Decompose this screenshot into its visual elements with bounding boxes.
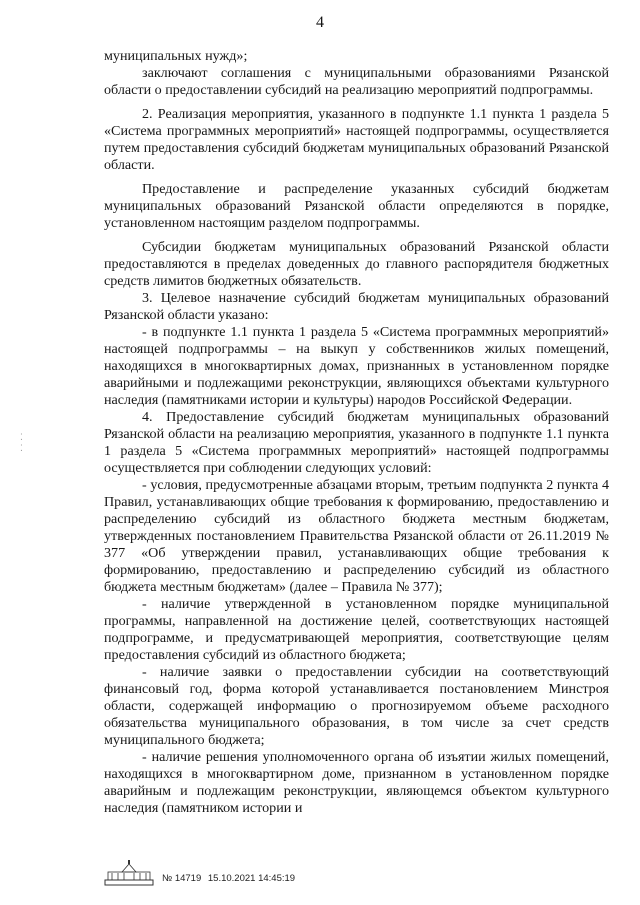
- building-emblem-icon: [104, 858, 154, 886]
- page-number: 4: [316, 14, 324, 31]
- paragraph: 4. Предоставление субсидий бюджетам муниципальных образований Рязанской области на реализацию мероприятия, указанного в подпункте 1.1 пункта 1 раздела 5 «Система программных мероприятий» настоящей подпрограммы осуществляется при соблюдении следующих условий:: [104, 409, 609, 476]
- paragraph: 2. Реализация мероприятия, указанного в подпункте 1.1 пункта 1 раздела 5 «Система программных мероприятий» настоящей подпрограммы, осуществляется путем предоставления субсидий бюджетам муниципальных образований Рязанской области.: [104, 106, 609, 173]
- paragraph: Субсидии бюджетам муниципальных образований Рязанской области предоставляются в пределах доведенных до главного распорядителя бюджетных средств лимитов бюджетных обязательств.: [104, 239, 609, 289]
- paragraph: - наличие заявки о предоставлении субсидии на соответствующий финансовый год, форма которой устанавливается постановлением Минстроя области, содержащей информацию о прогнозируемом объеме расходного обязательства муниципального образования, в том числе за счет средств муниципального бюджета;: [104, 664, 609, 748]
- paragraph: муниципальных нужд»;: [104, 48, 248, 64]
- paragraph: - наличие решения уполномоченного органа об изъятии жилых помещений, находящихся в многоквартирном доме, признанном в установленном порядке аварийным и подлежащим реконструкции, являющемся объектом культурного наследия (памятником истории и: [104, 749, 609, 816]
- paragraph: 3. Целевое назначение субсидий бюджетам муниципальных образований Рязанской области указано:: [104, 290, 609, 323]
- document-body: [104, 48, 609, 817]
- stamp-datetime: 15.10.2021 14:45:19: [207, 873, 296, 884]
- stamp-number: № 14719: [162, 873, 202, 884]
- paragraph: - в подпункте 1.1 пункта 1 раздела 5 «Система программных мероприятий» настоящей подпрограммы – на выкуп у собственников жилых помещений, находящихся в многоквартирных домах, признанных в установленном порядке аварийными и подлежащими реконструкции, являющихся объектами культурного наследия (памятниками истории и культуры) народов Российской Федерации.: [104, 324, 609, 408]
- paragraph: - наличие утвержденной в установленном порядке муниципальной программы, направленной на достижение целей, соответствующих настоящей подпрограмме, и предусматривающей мероприятия, соответствующие целям предоставления субсидий из областного бюджета;: [104, 596, 609, 663]
- registration-stamp: [104, 858, 364, 888]
- scan-artifact: ⁚ ⁚: [20, 432, 23, 453]
- paragraph: - условия, предусмотренные абзацами вторым, третьим подпункта 2 пункта 4 Правил, устанавливающих общие требования к формированию, предоставлению и распределению субсидий из областного бюджета местным бюджетам, утвержденных постановлением Правительства Рязанской области от 26.11.2019 № 377 «Об утверждении правил, устанавливающих общие требования к формированию, предоставлению и распределению субсидий из областного бюджета местным бюджетам» (далее – Правила № 377);: [104, 477, 609, 595]
- paragraph: заключают соглашения с муниципальными образованиями Рязанской области о предоставлении субсидий на реализацию мероприятий подпрограммы.: [104, 65, 609, 98]
- stamp-text: [162, 873, 299, 884]
- paragraph: Предоставление и распределение указанных субсидий бюджетам муниципальных образований Рязанской области определяются в порядке, установленном настоящим разделом подпрограммы.: [104, 181, 609, 231]
